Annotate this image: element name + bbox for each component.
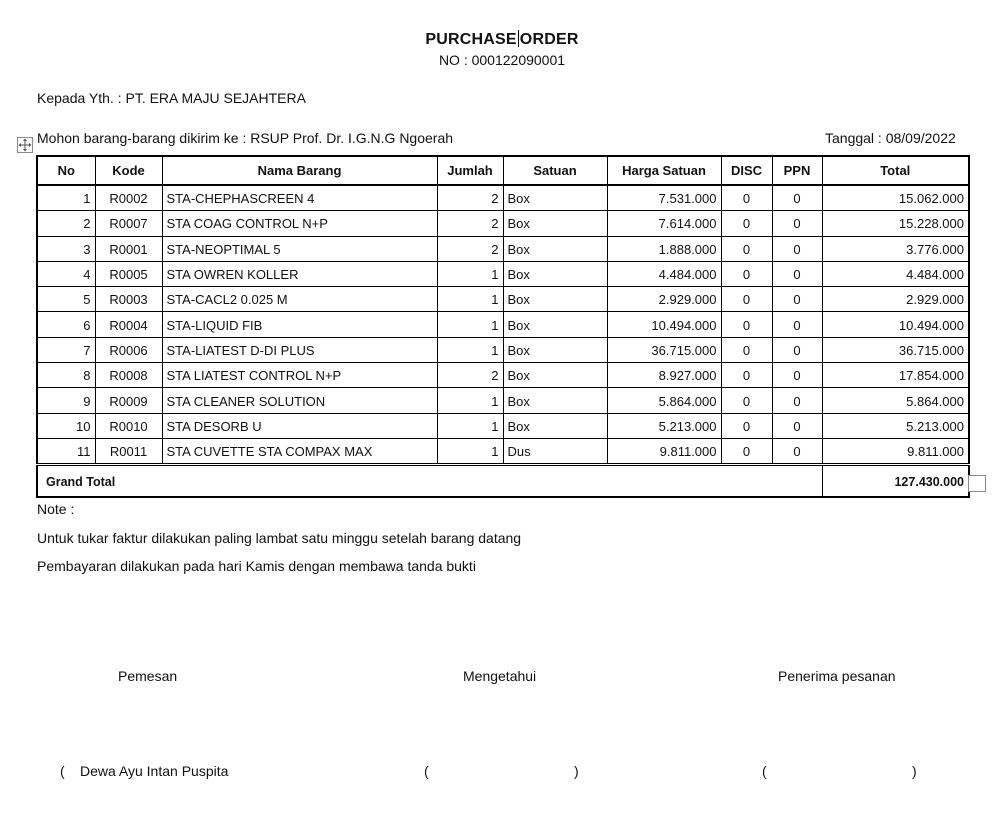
cell-disc: 0 [721, 261, 772, 286]
table-row [37, 337, 969, 362]
cell-total: 10.494.000 [822, 312, 969, 337]
cell-disc: 0 [721, 287, 772, 312]
grand-total-label: Grand Total [37, 465, 822, 498]
cell-nama: STA-LIATEST D-DI PLUS [162, 337, 437, 362]
cell-satuan: Box [503, 363, 607, 388]
cell-no: 10 [37, 413, 95, 438]
cell-jumlah: 1 [437, 388, 503, 413]
cell-kode: R0010 [95, 413, 162, 438]
cell-nama: STA OWREN KOLLER [162, 261, 437, 286]
cell-kode: R0003 [95, 287, 162, 312]
cell-no: 7 [37, 337, 95, 362]
cell-satuan: Box [503, 185, 607, 211]
signature-close-paren-penerima: ) [912, 763, 917, 779]
cell-jumlah: 2 [437, 363, 503, 388]
cell-total: 4.484.000 [822, 261, 969, 286]
cell-ppn: 0 [772, 413, 822, 438]
cell-ppn: 0 [772, 337, 822, 362]
cell-ppn: 0 [772, 388, 822, 413]
cell-nama: STA LIATEST CONTROL N+P [162, 363, 437, 388]
cell-kode: R0005 [95, 261, 162, 286]
signature-open-paren-pemesan: ( [60, 763, 65, 779]
col-header-no: No [37, 156, 95, 185]
cell-no: 1 [37, 185, 95, 211]
cell-disc: 0 [721, 211, 772, 236]
cell-total: 17.854.000 [822, 363, 969, 388]
cell-kode: R0002 [95, 185, 162, 211]
cell-nama: STA CUVETTE STA COMPAX MAX [162, 438, 437, 464]
table-row [37, 388, 969, 413]
cell-ppn: 0 [772, 312, 822, 337]
note-line-1: Untuk tukar faktur dilakukan paling lambat satu minggu setelah barang datang [37, 530, 522, 546]
cell-jumlah: 1 [437, 438, 503, 464]
col-header-kode: Kode [95, 156, 162, 185]
cell-satuan: Box [503, 236, 607, 261]
cell-satuan: Dus [503, 438, 607, 464]
col-header-harga-satuan: Harga Satuan [607, 156, 721, 185]
cell-total: 9.811.000 [822, 438, 969, 464]
cell-disc: 0 [721, 337, 772, 362]
cell-nama: STA COAG CONTROL N+P [162, 211, 437, 236]
cell-no: 6 [37, 312, 95, 337]
table-row [37, 185, 969, 211]
cell-kode: R0008 [95, 363, 162, 388]
cell-total: 36.715.000 [822, 337, 969, 362]
cell-satuan: Box [503, 413, 607, 438]
cell-ppn: 0 [772, 185, 822, 211]
signature-label-pemesan: Pemesan [118, 668, 178, 684]
col-header-ppn: PPN [772, 156, 822, 185]
table-row [37, 438, 969, 464]
note-label: Note : [37, 501, 75, 517]
table-header-row [37, 156, 969, 185]
cell-jumlah: 2 [437, 185, 503, 211]
col-header-total: Total [822, 156, 969, 185]
cell-harga: 8.927.000 [607, 363, 721, 388]
items-table [36, 155, 970, 498]
signature-name-pemesan: Dewa Ayu Intan Puspita [80, 763, 229, 779]
cell-disc: 0 [721, 413, 772, 438]
cell-total: 15.062.000 [822, 185, 969, 211]
cell-no: 2 [37, 211, 95, 236]
cell-total: 5.213.000 [822, 413, 969, 438]
cell-ppn: 0 [772, 438, 822, 464]
order-date: Tanggal : 08/09/2022 [825, 130, 956, 146]
cell-jumlah: 2 [437, 236, 503, 261]
cell-harga: 5.213.000 [607, 413, 721, 438]
cell-no: 4 [37, 261, 95, 286]
cell-nama: STA-CHEPHASCREEN 4 [162, 185, 437, 211]
cell-total: 3.776.000 [822, 236, 969, 261]
table-row [37, 211, 969, 236]
cell-nama: STA DESORB U [162, 413, 437, 438]
col-header-satuan: Satuan [503, 156, 607, 185]
signature-open-paren-mengetahui: ( [424, 763, 429, 779]
cell-harga: 5.864.000 [607, 388, 721, 413]
table-row [37, 363, 969, 388]
cell-nama: STA-LIQUID FIB [162, 312, 437, 337]
cell-satuan: Box [503, 388, 607, 413]
cell-disc: 0 [721, 363, 772, 388]
cell-jumlah: 1 [437, 337, 503, 362]
cell-ppn: 0 [772, 363, 822, 388]
cell-ppn: 0 [772, 287, 822, 312]
cell-ppn: 0 [772, 236, 822, 261]
cell-total: 15.228.000 [822, 211, 969, 236]
delivery-line: Mohon barang-barang dikirim ke : RSUP Prof. Dr. I.G.N.G Ngoerah [37, 130, 454, 146]
cell-no: 3 [37, 236, 95, 261]
table-row [37, 236, 969, 261]
cell-kode: R0006 [95, 337, 162, 362]
cell-kode: R0001 [95, 236, 162, 261]
cell-jumlah: 2 [437, 211, 503, 236]
cell-kode: R0007 [95, 211, 162, 236]
cell-jumlah: 1 [437, 413, 503, 438]
cell-kode: R0009 [95, 388, 162, 413]
document-title [0, 30, 997, 49]
cell-jumlah: 1 [437, 287, 503, 312]
cell-nama: STA CLEANER SOLUTION [162, 388, 437, 413]
cell-harga: 7.531.000 [607, 185, 721, 211]
signature-open-paren-penerima: ( [762, 763, 767, 779]
cell-jumlah: 1 [437, 312, 503, 337]
cell-satuan: Box [503, 312, 607, 337]
cell-no: 5 [37, 287, 95, 312]
cell-kode: R0011 [95, 438, 162, 464]
grand-total-value: 127.430.000 [822, 465, 969, 498]
cell-satuan: Box [503, 261, 607, 286]
signature-label-mengetahui: Mengetahui [463, 668, 537, 684]
col-header-disc: DISC [721, 156, 772, 185]
cell-jumlah: 1 [437, 261, 503, 286]
cell-ppn: 0 [772, 211, 822, 236]
cell-ppn: 0 [772, 261, 822, 286]
table-row [37, 312, 969, 337]
cell-harga: 9.811.000 [607, 438, 721, 464]
cell-disc: 0 [721, 236, 772, 261]
signature-label-penerima: Penerima pesanan [778, 668, 896, 684]
note-line-2: Pembayaran dilakukan pada hari Kamis dengan membawa tanda bukti [37, 558, 476, 574]
cell-nama: STA-CACL2 0.025 M [162, 287, 437, 312]
move-arrows-icon[interactable] [17, 137, 33, 153]
signature-close-paren-mengetahui: ) [574, 763, 579, 779]
col-header-jumlah: Jumlah [437, 156, 503, 185]
cell-disc: 0 [721, 312, 772, 337]
table-row [37, 287, 969, 312]
cell-no: 9 [37, 388, 95, 413]
table-row [37, 261, 969, 286]
cell-harga: 2.929.000 [607, 287, 721, 312]
cell-nama: STA-NEOPTIMAL 5 [162, 236, 437, 261]
recipient-line: Kepada Yth. : PT. ERA MAJU SEJAHTERA [37, 90, 306, 106]
table-row [37, 413, 969, 438]
grand-total-row [37, 465, 969, 498]
cell-harga: 7.614.000 [607, 211, 721, 236]
cell-harga: 1.888.000 [607, 236, 721, 261]
cell-disc: 0 [721, 438, 772, 464]
cell-satuan: Box [503, 337, 607, 362]
col-header-nama-barang: Nama Barang [162, 156, 437, 185]
cell-satuan: Box [503, 211, 607, 236]
text-cursor [518, 30, 519, 47]
resize-square-icon[interactable] [968, 475, 986, 492]
title-word-order: ORDER [519, 31, 579, 48]
cell-disc: 0 [721, 185, 772, 211]
cell-satuan: Box [503, 287, 607, 312]
title-word-purchase: PURCHASE [425, 31, 517, 48]
cell-no: 11 [37, 438, 95, 464]
cell-harga: 36.715.000 [607, 337, 721, 362]
cell-kode: R0004 [95, 312, 162, 337]
po-number: NO : 000122090001 [438, 52, 566, 68]
cell-harga: 10.494.000 [607, 312, 721, 337]
cell-total: 5.864.000 [822, 388, 969, 413]
cell-no: 8 [37, 363, 95, 388]
cell-total: 2.929.000 [822, 287, 969, 312]
cell-disc: 0 [721, 388, 772, 413]
cell-harga: 4.484.000 [607, 261, 721, 286]
